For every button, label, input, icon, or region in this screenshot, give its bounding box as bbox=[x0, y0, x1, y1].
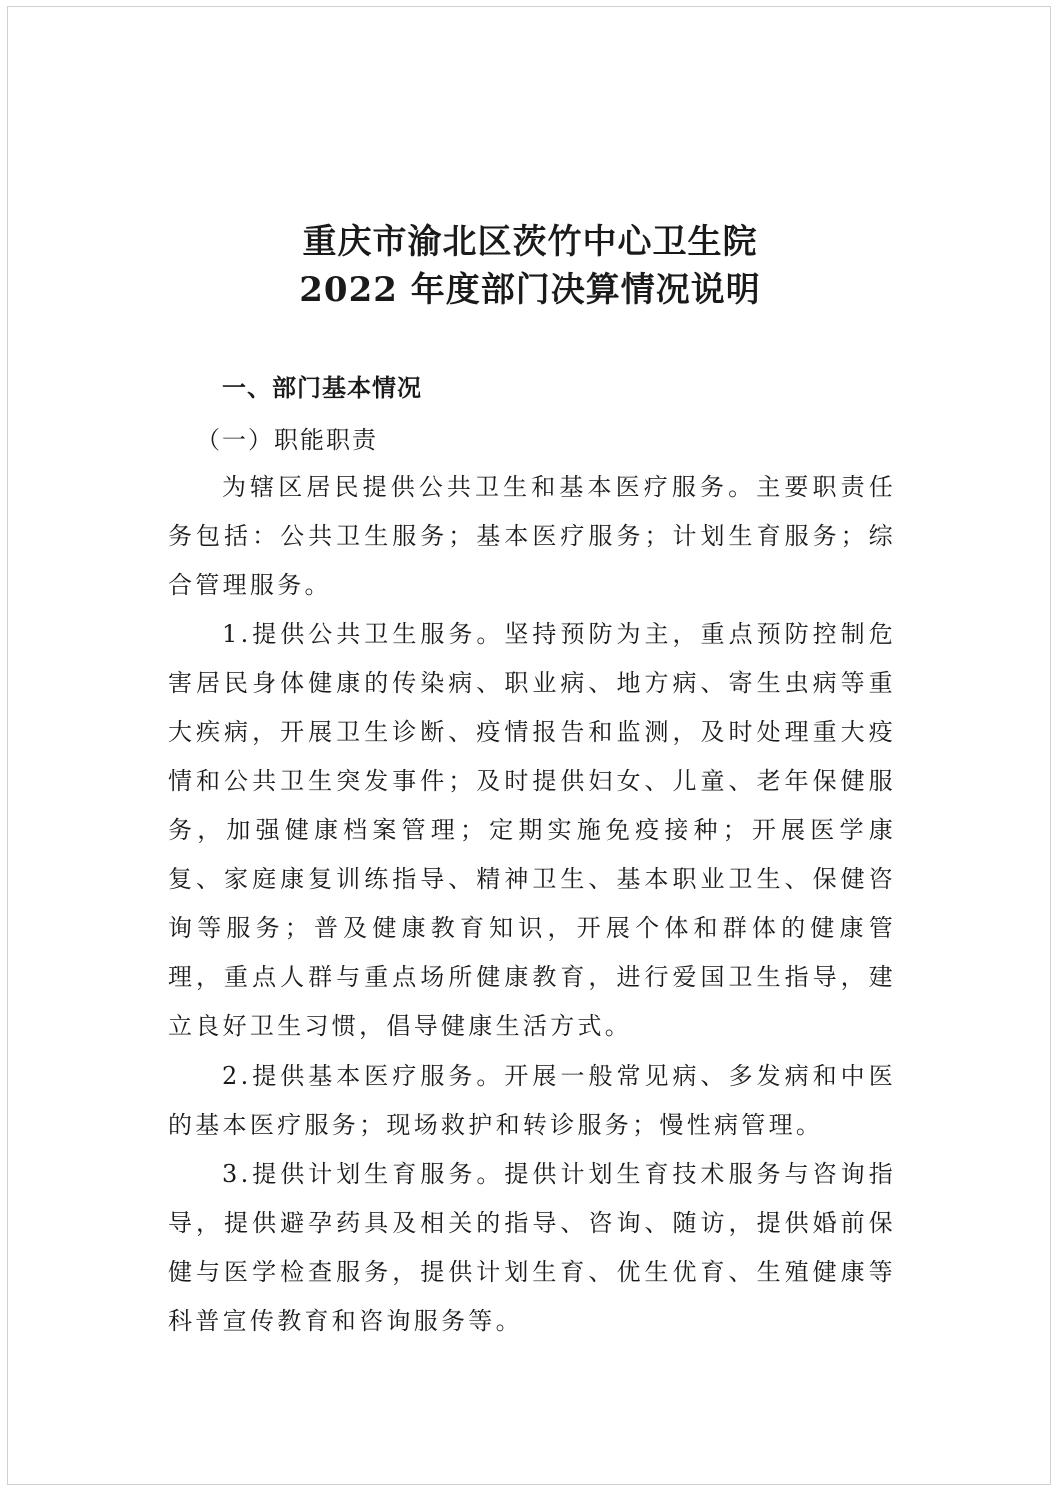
subsection-heading: （一）职能职责 bbox=[196, 426, 378, 454]
section-heading: 一、部门基本情况 bbox=[222, 374, 422, 402]
paragraph-public-health: 1.提供公共卫生服务。坚持预防为主，重点预防控制危害居民身体健康的传染病、职业病、地方病、寄生虫病等重大疾病，开展卫生诊断、疫情报告和监测，及时处理重大疫情和公共卫生突发事件；及时提供妇女、儿童、老年保健服务，加强健康档案管理；定期实施免疫接种；开展医学康复、家庭康复训练指导、精神卫生、基本职业卫生、保健咨询等服务；普及健康教育知识，开展个体和群体的健康管理，重点人群与重点场所健康教育，进行爱国卫生指导，建立良好卫生习惯，倡导健康生活方式。 bbox=[168, 620, 896, 1040]
document-title-line-1: 重庆市渝北区茨竹中心卫生院 bbox=[302, 222, 758, 262]
document-title-line-2: 2022 年度部门决算情况说明 bbox=[299, 270, 761, 310]
paragraph-family-planning: 3.提供计划生育服务。提供计划生育技术服务与咨询指导，提供避孕药具及相关的指导、咨询、随访，提供婚前保健与医学检查服务，提供计划生育、优生优育、生殖健康等科普宣传教育和咨询服务等。 bbox=[168, 1160, 896, 1335]
paragraph-duties: 为辖区居民提供公共卫生和基本医疗服务。主要职责任务包括：公共卫生服务；基本医疗服务；计划生育服务；综合管理服务。 bbox=[168, 473, 896, 599]
paragraph-basic-medical: 2.提供基本医疗服务。开展一般常见病、多发病和中医的基本医疗服务；现场救护和转诊服务；慢性病管理。 bbox=[168, 1062, 896, 1139]
